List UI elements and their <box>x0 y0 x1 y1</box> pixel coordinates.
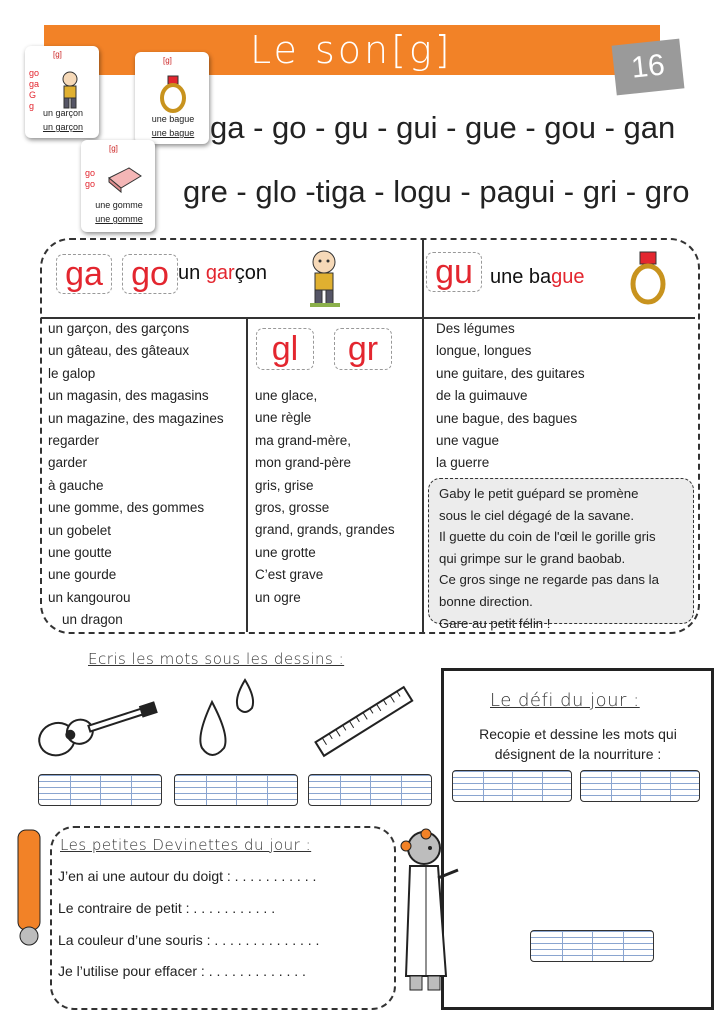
chip-go: go <box>122 254 178 294</box>
list-item: grand, grands, grandes <box>255 522 395 538</box>
ring-icon <box>626 250 670 306</box>
story-box <box>428 478 694 631</box>
word-list-gu <box>436 318 585 475</box>
list-item: gris, grise <box>255 477 314 493</box>
answer-box-drops[interactable] <box>174 774 298 806</box>
defi-answer-box-3[interactable] <box>530 930 654 962</box>
ring-icon <box>157 74 189 114</box>
list-item: regarder <box>48 433 100 449</box>
water-drops-icon <box>190 674 260 764</box>
list-item: un dragon <box>62 612 123 628</box>
list-item: une guitare, des guitares <box>436 365 585 381</box>
card-tab: [g] <box>53 50 62 59</box>
list-item: une grotte <box>255 544 316 560</box>
list-item: un gobelet <box>48 522 112 538</box>
list-item: garder <box>48 455 88 471</box>
riddle-3[interactable]: La couleur d’une souris : . . . . . . . . . . . . . . <box>58 932 320 948</box>
riddles-title: Les petites Devinettes du jour : <box>60 836 312 854</box>
defi-instruction-2: désignent de la nourriture : <box>494 746 662 762</box>
list-item: ma grand-mère, <box>255 432 352 448</box>
boy-icon <box>304 248 344 308</box>
answer-box-guitar[interactable] <box>38 774 162 806</box>
list-item: mon grand-père <box>255 455 352 471</box>
list-item: longue, longues <box>436 343 532 359</box>
card-bague <box>135 52 209 144</box>
ruler-icon <box>308 682 418 762</box>
defi-title: Le défi du jour : <box>490 690 640 711</box>
riddle-2[interactable]: Le contraire de petit : . . . . . . . . . . . <box>58 900 276 916</box>
list-item: à gauche <box>48 477 104 493</box>
drawings-title: Ecris les mots sous les dessins : <box>88 650 345 668</box>
answer-box-ruler[interactable] <box>308 774 432 806</box>
chip-gr: gr <box>334 328 392 370</box>
page-title: Le son[g] <box>250 28 453 72</box>
card-word-script: une gomme <box>95 214 143 224</box>
list-item: la guerre <box>436 455 490 471</box>
list-item: un ogre <box>255 589 301 605</box>
card-tab: [g] <box>109 144 118 153</box>
riddle-1[interactable]: J’en ai une autour du doigt : . . . . . . . . . . . <box>58 868 317 884</box>
chip-ga: ga <box>56 254 112 294</box>
teacher-character-icon <box>396 826 466 996</box>
word-list-ga-go <box>48 318 224 632</box>
list-item: une bague, des bagues <box>436 410 578 426</box>
card-word: une bague <box>151 114 195 124</box>
list-item: une règle <box>255 410 312 426</box>
table-divider-col <box>246 318 248 632</box>
boy-icon <box>55 70 85 110</box>
head-word-garcon: un garçon <box>178 262 267 284</box>
list-item: C’est grave <box>255 567 324 583</box>
page-number-badge: 16 <box>612 39 685 96</box>
card-tab: [g] <box>163 56 172 65</box>
card-word-script: une bague <box>151 128 195 138</box>
card-word: une gomme <box>95 200 143 210</box>
card-gomme <box>81 140 155 232</box>
chip-gu: gu <box>426 252 482 292</box>
list-item: gros, grosse <box>255 500 330 516</box>
card-garcon <box>25 46 99 138</box>
head-word-bague: une bague <box>490 266 585 288</box>
list-item: Des légumes <box>436 321 515 336</box>
defi-answer-box-1[interactable] <box>452 770 572 802</box>
riddle-4[interactable]: Je l’utilise pour effacer : . . . . . . . . . . . . . <box>58 963 306 979</box>
eraser-icon <box>107 164 143 194</box>
word-list-gl-gr <box>255 385 395 609</box>
list-item: un magasin, des magasins <box>48 388 209 404</box>
list-item: une vague <box>436 433 500 449</box>
defi-answer-box-2[interactable] <box>580 770 700 802</box>
chip-gl: gl <box>256 328 314 370</box>
defi-instruction-1: Recopie et dessine les mots qui <box>479 726 677 742</box>
list-item: une goutte <box>48 545 112 561</box>
card-word-script: un garçon <box>42 122 84 132</box>
list-item: le galop <box>48 365 96 381</box>
card-letters: go ga G g <box>29 68 40 111</box>
guitar-icon <box>32 688 162 758</box>
list-item: une glace, <box>255 388 318 403</box>
syllables-line-1: ga - go - gu - gui - gue - gou - gan <box>210 110 676 145</box>
list-item: une gourde <box>48 567 117 583</box>
card-letters: go go <box>85 168 96 189</box>
list-item: une gomme, des gommes <box>48 500 205 516</box>
list-item: un kangourou <box>48 589 131 605</box>
table-divider-main <box>422 240 424 632</box>
card-word: un garçon <box>42 108 84 118</box>
syllables-line-2: gre - glo -tiga - logu - pagui - gri - gro <box>183 174 690 209</box>
list-item: un magazine, des magazines <box>48 410 224 426</box>
list-item: un gâteau, des gâteaux <box>48 343 190 359</box>
bout-de-gomme-logo <box>14 828 44 948</box>
story-text: Gaby le petit guépard se promène sous le ciel dégagé de la savane. Il guette du coin de l'œil le gorille gris qui grimpe sur le grand baobab. Ce gros singe ne regarde pas dans la bonne direction. Gare au petit félin ! <box>439 486 659 631</box>
list-item: de la guimauve <box>436 388 528 404</box>
list-item: un garçon, des garçons <box>48 321 190 336</box>
